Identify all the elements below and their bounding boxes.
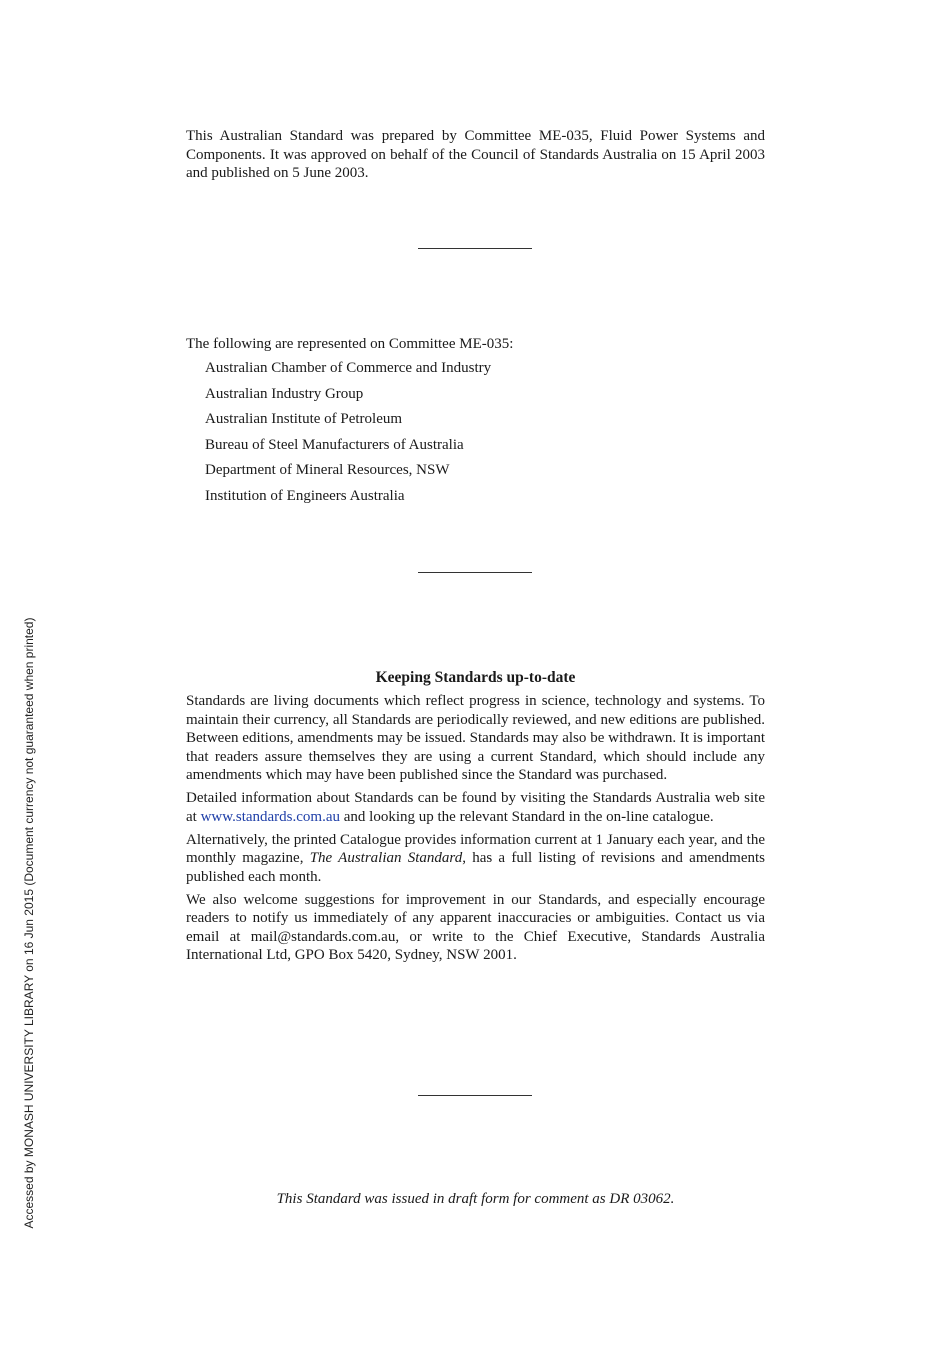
divider-rule: [418, 248, 532, 249]
keeping-standards-heading: Keeping Standards up-to-date: [375, 669, 576, 686]
magazine-title: The Australian Standard: [309, 850, 463, 866]
keeping-standards-section: [186, 669, 765, 969]
committee-member: Australian Industry Group: [205, 385, 364, 402]
keeping-paragraph-2: [186, 789, 765, 826]
paragraph-text: Alternatively, the printed Catalogue provides information current at 1 January each year, and the monthly magazine,: [186, 831, 765, 866]
committee-member: Department of Mineral Resources, NSW: [205, 462, 450, 479]
committee-member-list: [186, 359, 765, 505]
committee-lead: The following are represented on Committee ME-035:: [186, 336, 514, 352]
keeping-paragraph-1: Standards are living documents which reflect progress in science, technology and systems. To maintain their currency, all Standards are periodically reviewed, and new editions are published. Between editions, amendments may be issued. Standards may also be withdrawn. It is important that readers assure themselves they are using a current Standard, which should include any amendments which may have been published since the Standard was purchased.: [186, 693, 765, 783]
intro-paragraph: This Australian Standard was prepared by Committee ME-035, Fluid Power Systems and Components. It was approved on behalf of the Council of Standards Australia on 15 April 2003 and published on 5 June 2003.: [186, 128, 765, 181]
keeping-paragraph-3: [186, 831, 765, 887]
committee-member: Australian Institute of Petroleum: [205, 411, 403, 428]
committee-section: [186, 335, 765, 513]
divider-rule: [418, 1095, 532, 1096]
paragraph-text: , has a full listing of revisions and amendments published each month.: [186, 850, 765, 885]
standards-website-link[interactable]: www.standards.com.au: [200, 808, 340, 825]
committee-member: Institution of Engineers Australia: [205, 487, 405, 504]
draft-note: This Standard was issued in draft form for comment as DR 03062.: [276, 1191, 675, 1207]
committee-member: Australian Chamber of Commerce and Industry: [205, 360, 492, 376]
committee-member: Bureau of Steel Manufacturers of Australia: [205, 436, 464, 453]
keeping-paragraph-4: We also welcome suggestions for improvement in our Standards, and especially encourage readers to notify us immediately of any apparent inaccuracies or ambiguities. Contact us via email at mail@standards.com.au, or write to the Chief Executive, Standards Australia International Ltd, GPO Box 5420, Sydney, NSW 2001.: [186, 891, 765, 963]
divider-rule: [418, 572, 532, 573]
paragraph-text: and looking up the relevant Standard in the on-line catalogue.: [340, 808, 714, 825]
paragraph-text: Detailed information about Standards can be found by visiting the Standards Australia web site at: [186, 790, 765, 825]
intro-section: [186, 127, 765, 183]
access-watermark-text: Accessed by MONASH UNIVERSITY LIBRARY on 16 Jun 2015 (Document currency not guaranteed when printed): [22, 617, 36, 1229]
